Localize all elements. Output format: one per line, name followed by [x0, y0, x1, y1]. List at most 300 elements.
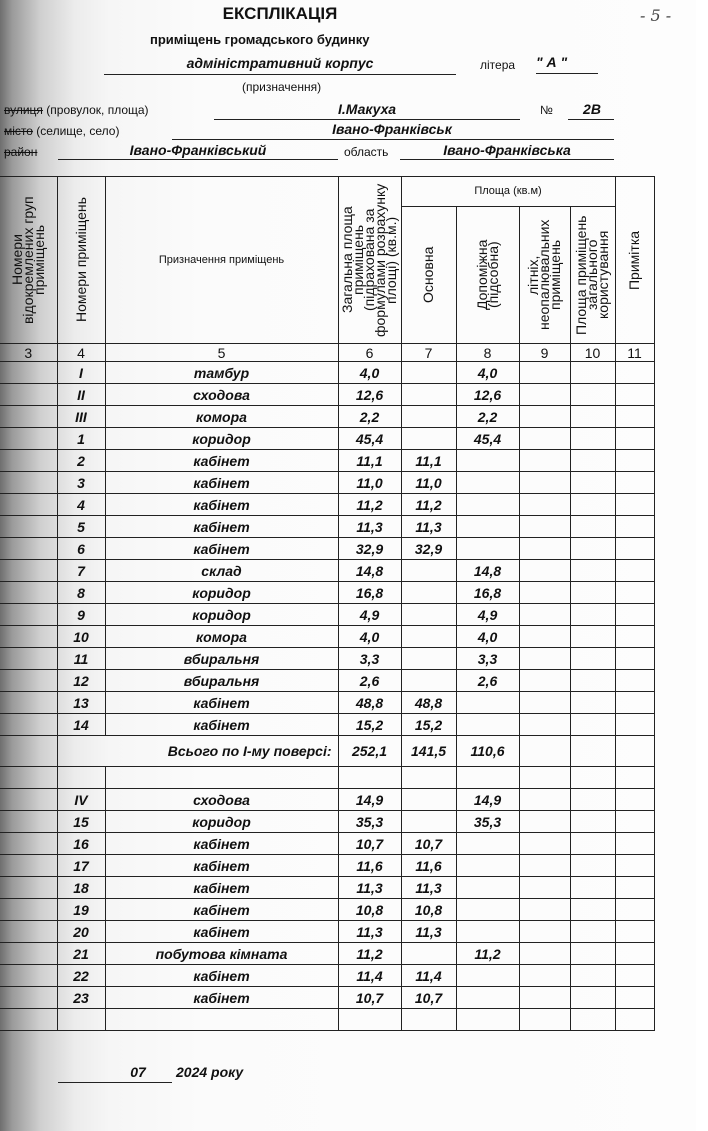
total-area-cell: 4,9 [338, 604, 401, 626]
common-area-cell [570, 516, 615, 538]
summer-area-cell [519, 604, 570, 626]
room-purpose-cell: кабінет [105, 965, 338, 987]
total-area-cell: 11,3 [338, 516, 401, 538]
note-cell [615, 833, 654, 855]
total-area-cell: 10,7 [338, 833, 401, 855]
aux-area-cell: 35,3 [456, 811, 519, 833]
main-area-cell [401, 670, 456, 692]
street-value: І.Макуха [337, 101, 396, 117]
room-number-cell: 9 [57, 604, 105, 626]
note-cell [615, 670, 654, 692]
total-area-cell: 11,3 [338, 877, 401, 899]
summer-area-cell [519, 921, 570, 943]
col-number: 3 [0, 344, 57, 362]
common-area-cell [570, 560, 615, 582]
column-number-row [0, 344, 654, 362]
table-row [0, 626, 654, 648]
group-cell [0, 428, 57, 450]
total-area-cell: 14,8 [338, 560, 401, 582]
city-label-struck: місто [4, 124, 33, 138]
summer-area-cell [519, 428, 570, 450]
aux-area-cell: 12,6 [456, 384, 519, 406]
main-area-cell: 10,8 [401, 899, 456, 921]
room-number-cell: 16 [57, 833, 105, 855]
city-value: Івано-Франківськ [332, 121, 452, 137]
col-number: 8 [456, 344, 519, 362]
table-row [0, 833, 654, 855]
table-row [0, 362, 654, 384]
total-area-cell: 12,6 [338, 384, 401, 406]
room-purpose-cell: тамбур [105, 362, 338, 384]
note-cell [615, 811, 654, 833]
district-label: район [4, 145, 38, 159]
table-row [0, 943, 654, 965]
col-header-area-group: Площа (кв.м) [401, 177, 615, 207]
room-number-cell: 13 [57, 692, 105, 714]
common-area-cell [570, 833, 615, 855]
empty-row [0, 767, 654, 789]
table-row [0, 516, 654, 538]
room-number-cell: 4 [57, 494, 105, 516]
common-area-cell [570, 987, 615, 1009]
common-area-cell [570, 789, 615, 811]
summer-area-cell [519, 362, 570, 384]
main-area-cell: 11,3 [401, 516, 456, 538]
aux-area-cell: 14,9 [456, 789, 519, 811]
common-area-cell [570, 899, 615, 921]
floor1-total-row [0, 736, 654, 767]
group-cell [0, 604, 57, 626]
note-cell [615, 604, 654, 626]
main-area-cell [401, 384, 456, 406]
col-header-summer: літніх, неопалювальних приміщень [519, 207, 570, 344]
common-area-cell [570, 965, 615, 987]
room-purpose-cell: кабінет [105, 833, 338, 855]
region-underline [400, 159, 614, 160]
room-number-cell: 14 [57, 714, 105, 736]
col-number: 5 [105, 344, 338, 362]
floor1-total-aux: 110,6 [456, 736, 519, 767]
note-cell [615, 899, 654, 921]
room-number-cell: 18 [57, 877, 105, 899]
main-area-cell: 10,7 [401, 987, 456, 1009]
aux-area-cell [456, 450, 519, 472]
note-cell [615, 789, 654, 811]
note-cell [615, 943, 654, 965]
summer-area-cell [519, 943, 570, 965]
table-row [0, 582, 654, 604]
group-cell [0, 450, 57, 472]
total-area-cell: 35,3 [338, 811, 401, 833]
table-row [0, 877, 654, 899]
table-row [0, 789, 654, 811]
aux-area-cell [456, 965, 519, 987]
main-area-cell: 10,7 [401, 833, 456, 855]
main-area-cell [401, 560, 456, 582]
note-cell [615, 648, 654, 670]
document-subtitle: приміщень громадського будинку [150, 32, 370, 47]
aux-area-cell [456, 714, 519, 736]
district-value: Івано-Франківський [129, 142, 267, 158]
page-number: - 5 - [640, 6, 672, 25]
note-cell [615, 450, 654, 472]
purpose-value: адміністративний корпус [186, 55, 374, 71]
note-cell [615, 362, 654, 384]
aux-area-cell: 45,4 [456, 428, 519, 450]
main-area-cell: 15,2 [401, 714, 456, 736]
main-area-cell [401, 811, 456, 833]
total-area-cell: 11,2 [338, 494, 401, 516]
total-area-cell: 11,1 [338, 450, 401, 472]
room-number-cell: 12 [57, 670, 105, 692]
group-cell [0, 692, 57, 714]
street-underline [214, 119, 520, 120]
room-purpose-cell: комора [105, 626, 338, 648]
summer-area-cell [519, 494, 570, 516]
table-row [0, 428, 654, 450]
floor1-total-main: 141,5 [401, 736, 456, 767]
number-value: 2В [583, 101, 601, 117]
aux-area-cell [456, 987, 519, 1009]
group-cell [0, 538, 57, 560]
room-purpose-cell: кабінет [105, 855, 338, 877]
group-cell [0, 811, 57, 833]
room-purpose-cell: кабінет [105, 692, 338, 714]
common-area-cell [570, 626, 615, 648]
note-cell [615, 538, 654, 560]
room-number-cell: 1 [57, 428, 105, 450]
summer-area-cell [519, 692, 570, 714]
summer-area-cell [519, 406, 570, 428]
common-area-cell [570, 450, 615, 472]
col-header-common: Площа приміщень загального користування [570, 207, 615, 344]
table-row [0, 811, 654, 833]
common-area-cell [570, 406, 615, 428]
number-label: № [540, 103, 553, 117]
room-number-cell: 20 [57, 921, 105, 943]
total-area-cell: 15,2 [338, 714, 401, 736]
table-row [0, 692, 654, 714]
summer-area-cell [519, 516, 570, 538]
note-cell [615, 921, 654, 943]
total-area-cell: 4,0 [338, 362, 401, 384]
aux-area-cell: 16,8 [456, 582, 519, 604]
main-area-cell: 11,6 [401, 855, 456, 877]
table-row [0, 921, 654, 943]
table-row [0, 538, 654, 560]
common-area-cell [570, 472, 615, 494]
table-row [0, 406, 654, 428]
total-area-cell: 16,8 [338, 582, 401, 604]
room-purpose-cell: вбиральня [105, 670, 338, 692]
main-area-cell [401, 582, 456, 604]
common-area-cell [570, 582, 615, 604]
main-area-cell [401, 428, 456, 450]
total-area-cell: 11,3 [338, 921, 401, 943]
note-cell [615, 494, 654, 516]
room-number-cell: 5 [57, 516, 105, 538]
group-cell [0, 472, 57, 494]
table-row [0, 670, 654, 692]
total-area-cell: 11,0 [338, 472, 401, 494]
room-purpose-cell: кабінет [105, 538, 338, 560]
main-area-cell: 11,1 [401, 450, 456, 472]
aux-area-cell: 4,0 [456, 626, 519, 648]
page-edge [696, 0, 708, 1131]
main-area-cell: 11,2 [401, 494, 456, 516]
aux-area-cell [456, 538, 519, 560]
note-cell [615, 626, 654, 648]
main-area-cell: 11,4 [401, 965, 456, 987]
note-cell [615, 384, 654, 406]
main-area-cell [401, 648, 456, 670]
group-cell [0, 877, 57, 899]
note-cell [615, 692, 654, 714]
summer-area-cell [519, 714, 570, 736]
room-purpose-cell: кабінет [105, 714, 338, 736]
note-cell [615, 472, 654, 494]
total-area-cell: 14,9 [338, 789, 401, 811]
footer-month: 07 [130, 1064, 146, 1080]
total-area-cell: 10,7 [338, 987, 401, 1009]
main-area-cell [401, 604, 456, 626]
table-row [0, 987, 654, 1009]
room-purpose-cell: кабінет [105, 516, 338, 538]
room-number-cell: II [57, 384, 105, 406]
total-area-cell: 10,8 [338, 899, 401, 921]
summer-area-cell [519, 789, 570, 811]
aux-area-cell [456, 899, 519, 921]
note-cell [615, 965, 654, 987]
city-underline [172, 139, 614, 140]
group-cell [0, 384, 57, 406]
room-purpose-cell: кабінет [105, 899, 338, 921]
note-cell [615, 516, 654, 538]
table-row [0, 855, 654, 877]
common-area-cell [570, 384, 615, 406]
col-number: 10 [570, 344, 615, 362]
total-area-cell: 32,9 [338, 538, 401, 560]
footer-date-underline [58, 1082, 172, 1083]
room-purpose-cell: коридор [105, 811, 338, 833]
main-area-cell [401, 789, 456, 811]
street-label-struck: вулиця [4, 103, 43, 117]
group-cell [0, 406, 57, 428]
col-header-group-numbers: Номери відокремлених груп приміщень [0, 177, 57, 344]
aux-area-cell [456, 855, 519, 877]
room-purpose-cell: склад [105, 560, 338, 582]
table-row [0, 450, 654, 472]
group-cell [0, 921, 57, 943]
table-row [0, 714, 654, 736]
aux-area-cell: 14,8 [456, 560, 519, 582]
summer-area-cell [519, 987, 570, 1009]
summer-area-cell [519, 626, 570, 648]
aux-area-cell [456, 877, 519, 899]
note-cell [615, 714, 654, 736]
group-cell [0, 648, 57, 670]
group-cell [0, 965, 57, 987]
table-row [0, 560, 654, 582]
group-cell [0, 626, 57, 648]
letter-label: літера [480, 58, 516, 72]
main-area-cell [401, 943, 456, 965]
room-number-cell: 15 [57, 811, 105, 833]
footer-year: 2024 року [176, 1064, 244, 1080]
letter-value: " А " [536, 54, 568, 70]
common-area-cell [570, 648, 615, 670]
room-purpose-cell: коридор [105, 428, 338, 450]
room-purpose-cell: комора [105, 406, 338, 428]
table-row [0, 472, 654, 494]
room-purpose-cell: коридор [105, 582, 338, 604]
purpose-underline [104, 74, 456, 75]
total-area-cell: 11,2 [338, 943, 401, 965]
main-area-cell: 11,3 [401, 921, 456, 943]
summer-area-cell [519, 384, 570, 406]
floor1-total-label: Всього по І-му поверсі: [57, 736, 338, 767]
group-cell [0, 987, 57, 1009]
group-cell [0, 833, 57, 855]
summer-area-cell [519, 670, 570, 692]
room-number-cell: IV [57, 789, 105, 811]
aux-area-cell: 2,2 [456, 406, 519, 428]
document-title: ЕКСПЛІКАЦІЯ [222, 4, 338, 23]
common-area-cell [570, 811, 615, 833]
table-row [0, 899, 654, 921]
total-area-cell: 3,3 [338, 648, 401, 670]
room-purpose-cell: сходова [105, 789, 338, 811]
room-number-cell: 2 [57, 450, 105, 472]
note-cell [615, 560, 654, 582]
room-purpose-cell: вбиральня [105, 648, 338, 670]
common-area-cell [570, 604, 615, 626]
table-row [0, 604, 654, 626]
group-cell [0, 714, 57, 736]
aux-area-cell [456, 921, 519, 943]
summer-area-cell [519, 877, 570, 899]
room-number-cell: 19 [57, 899, 105, 921]
room-purpose-cell: кабінет [105, 472, 338, 494]
summer-area-cell [519, 560, 570, 582]
total-area-cell: 4,0 [338, 626, 401, 648]
aux-area-cell: 4,0 [456, 362, 519, 384]
note-cell [615, 987, 654, 1009]
col-number: 9 [519, 344, 570, 362]
room-number-cell: 6 [57, 538, 105, 560]
aux-area-cell [456, 516, 519, 538]
street-label: (провулок, площа) [46, 103, 149, 117]
table-row [0, 494, 654, 516]
room-purpose-cell: коридор [105, 604, 338, 626]
number-underline [568, 119, 614, 120]
col-header-purpose: Призначення приміщень [105, 177, 338, 344]
group-cell [0, 670, 57, 692]
aux-area-cell [456, 472, 519, 494]
room-number-cell: 8 [57, 582, 105, 604]
purpose-caption: (призначення) [242, 80, 322, 94]
region-label: область [344, 145, 389, 159]
empty-row [0, 1009, 654, 1031]
room-number-cell: 21 [57, 943, 105, 965]
district-underline [58, 159, 338, 160]
room-number-cell: 11 [57, 648, 105, 670]
common-area-cell [570, 538, 615, 560]
room-purpose-cell: кабінет [105, 494, 338, 516]
letter-underline [536, 73, 598, 74]
note-cell [615, 877, 654, 899]
main-area-cell [401, 626, 456, 648]
total-area-cell: 48,8 [338, 692, 401, 714]
common-area-cell [570, 362, 615, 384]
table-row [0, 965, 654, 987]
aux-area-cell: 3,3 [456, 648, 519, 670]
main-area-cell [401, 406, 456, 428]
summer-area-cell [519, 811, 570, 833]
group-cell [0, 582, 57, 604]
group-cell [0, 560, 57, 582]
note-cell [615, 406, 654, 428]
summer-area-cell [519, 648, 570, 670]
col-header-note: Примітка [615, 177, 654, 344]
room-number-cell: 7 [57, 560, 105, 582]
total-area-cell: 11,4 [338, 965, 401, 987]
col-header-main: Основна [401, 207, 456, 344]
note-cell [615, 582, 654, 604]
summer-area-cell [519, 582, 570, 604]
room-number-cell: 3 [57, 472, 105, 494]
room-number-cell: 23 [57, 987, 105, 1009]
city-label: (селище, село) [36, 124, 120, 138]
common-area-cell [570, 670, 615, 692]
aux-area-cell [456, 833, 519, 855]
common-area-cell [570, 921, 615, 943]
floor1-total-area: 252,1 [338, 736, 401, 767]
group-cell [0, 899, 57, 921]
room-purpose-cell: кабінет [105, 877, 338, 899]
col-number: 6 [338, 344, 401, 362]
summer-area-cell [519, 538, 570, 560]
room-number-cell: 10 [57, 626, 105, 648]
room-purpose-cell: кабінет [105, 921, 338, 943]
room-purpose-cell: кабінет [105, 987, 338, 1009]
summer-area-cell [519, 450, 570, 472]
total-area-cell: 45,4 [338, 428, 401, 450]
common-area-cell [570, 855, 615, 877]
col-number: 7 [401, 344, 456, 362]
room-purpose-cell: кабінет [105, 450, 338, 472]
common-area-cell [570, 943, 615, 965]
note-cell [615, 428, 654, 450]
room-number-cell: I [57, 362, 105, 384]
summer-area-cell [519, 472, 570, 494]
aux-area-cell [456, 494, 519, 516]
col-number: 11 [615, 344, 654, 362]
col-header-room-numbers: Номери приміщень [57, 177, 105, 344]
main-area-cell: 11,3 [401, 877, 456, 899]
total-area-cell: 2,6 [338, 670, 401, 692]
common-area-cell [570, 428, 615, 450]
room-number-cell: 17 [57, 855, 105, 877]
floor2-rows [0, 789, 654, 1009]
main-area-cell: 32,9 [401, 538, 456, 560]
summer-area-cell [519, 965, 570, 987]
table-row [0, 384, 654, 406]
col-header-total-area: Загальна площа приміщень (підрахована за формулами розрахунку площі) (кв.м.) [338, 177, 401, 344]
room-number-cell: III [57, 406, 105, 428]
room-purpose-cell: побутова кімната [105, 943, 338, 965]
total-area-cell: 2,2 [338, 406, 401, 428]
